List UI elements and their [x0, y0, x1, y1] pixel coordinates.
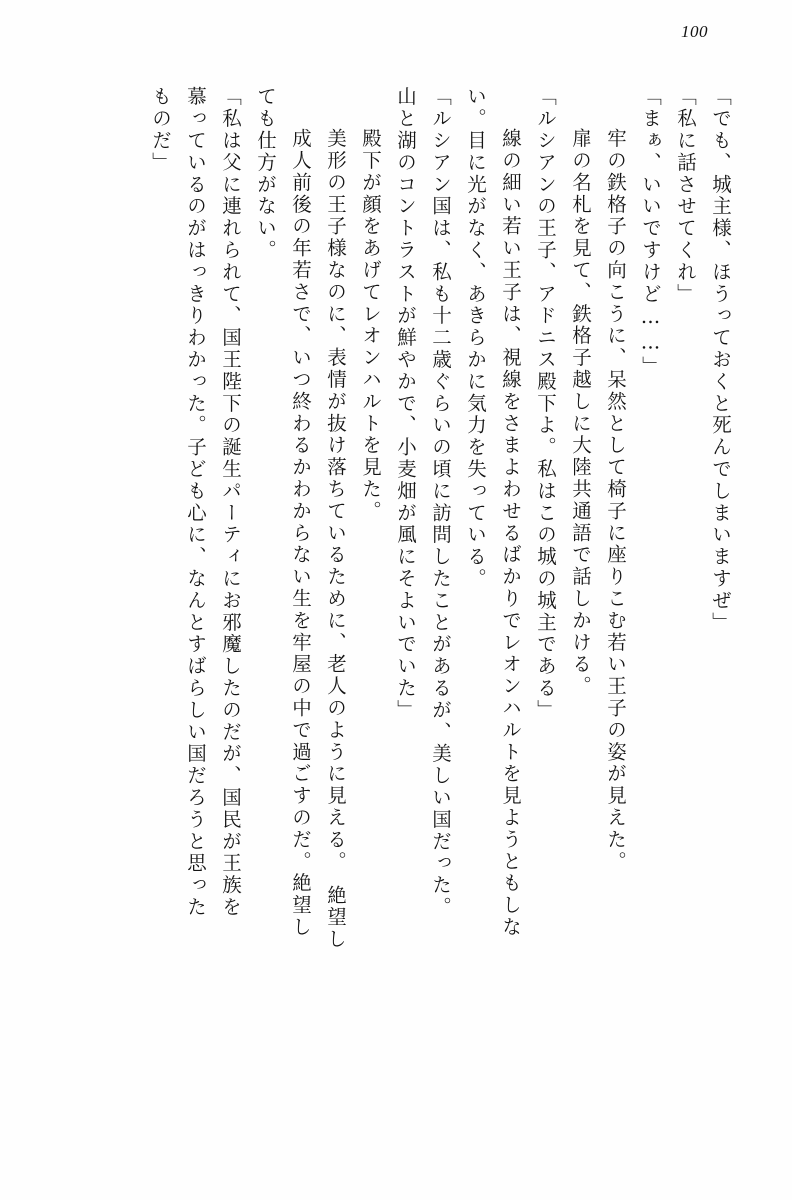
text-line: 「まぁ、いいですけど……」 [639, 86, 662, 378]
text-line: 慕っているのがはっきりわかった。子ども心に、なんとすばらしい国だろうと思った [184, 86, 207, 919]
text-line: ても仕方がない。 [254, 86, 277, 262]
text-line: 山と湖のコントラストが鮮やかで、小麦畑が風にそよいでいた」 [394, 86, 417, 722]
text-line: 扉の名札を見て、鉄格子越しに大陸共通語で話しかける。 [569, 106, 592, 698]
text-line: ものだ」 [149, 86, 172, 174]
text-line: い。目に光がなく、あきらかに気力を失っている。 [464, 86, 487, 590]
text-line: 美形の王子様なのに、表情が抜け落ちているために、老人のように見える。 絶望し [324, 106, 347, 951]
text-line: 牢の鉄格子の向こうに、呆然として椅子に座りこむ若い王子の姿が見えた。 [604, 106, 627, 873]
page-number: 100 [681, 22, 708, 41]
text-line: 「私に話させてくれ」 [674, 86, 697, 305]
text-line: 殿下が顔をあげてレオンハルトを見た。 [359, 106, 382, 523]
text-line: 「ルシアン国は、私も十二歳ぐらいの頃に訪問したことがあるが、美しい国だった。 [429, 86, 452, 919]
text-line: 「私は父に連れられて、国王陛下の誕生パーティにお邪魔したのだが、国民が王族を [219, 86, 242, 919]
vertical-text-body [48, 86, 730, 1164]
text-line: 成人前後の年若さで、いつ終わるかわからない生を牢屋の中で過ごすのだ。絶望し [289, 106, 312, 939]
text-line: 「でも、城主様、ほうっておくと死んでしまいますぜ」 [709, 86, 732, 634]
text-line: 線の細い若い王子は、視線をさまよわせるばかりでレオンハルトを見ようともしな [499, 106, 522, 939]
text-line: 「ルシアンの王子、アドニス殿下よ。私はこの城の城主である」 [534, 86, 557, 722]
